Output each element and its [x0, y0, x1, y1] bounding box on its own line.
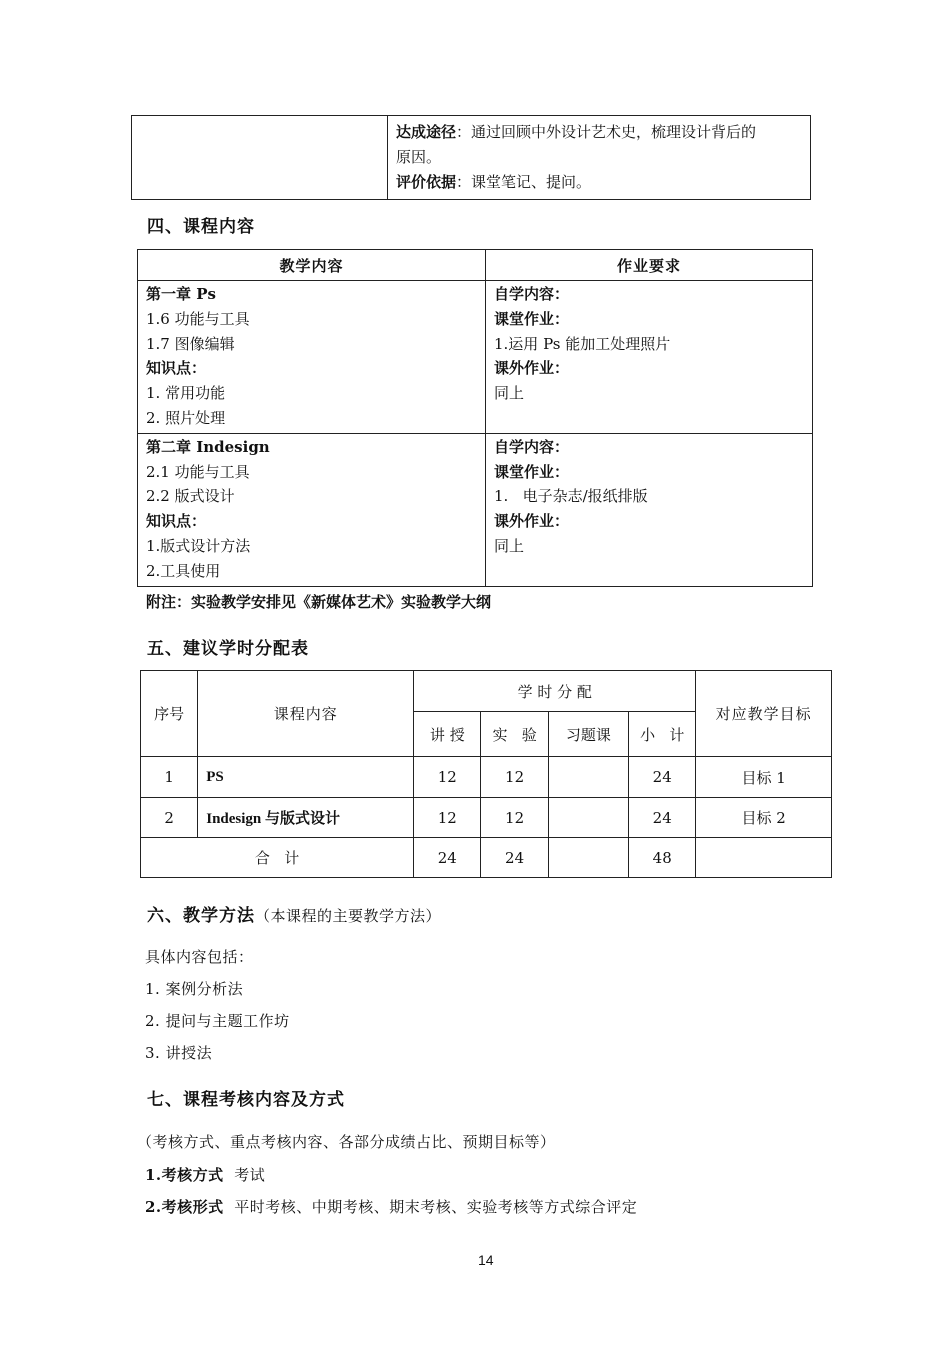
- header-course-content: 课程内容: [198, 671, 414, 757]
- header-seq: 序号: [141, 671, 198, 757]
- section4-heading: 四、课程内容: [147, 217, 255, 237]
- list-item: 1. 案例分析法: [145, 980, 244, 998]
- table-row: [138, 433, 813, 586]
- table-row: 2 Indesign 与版式设计 12 12 24 目标 2: [141, 798, 832, 838]
- header-lecture: 讲 授: [414, 712, 481, 757]
- evaluation-basis-line: 评价依据：课堂笔记、提问。: [396, 173, 592, 191]
- header-subtotal: 小 计: [629, 712, 696, 757]
- achievement-path-line-cont: 原因。: [396, 148, 442, 166]
- table-row: 1 PS 12 12 24 目标 1: [141, 757, 832, 798]
- section7-heading: 七、课程考核内容及方式: [147, 1090, 345, 1110]
- section7-note: （考核方式、重点考核内容、各部分成绩占比、预期目标等）: [137, 1133, 556, 1151]
- chapter2-content-cell: 第二章 Indesign 2.1 功能与工具 2.2 版式设计 知识点： 1.版式设计方法 2.工具使用: [138, 433, 486, 586]
- total-row: 合 计 24 24 48: [141, 838, 832, 878]
- header-hours: 学 时 分 配: [414, 671, 696, 712]
- header-lab: 实 验: [481, 712, 548, 757]
- achievement-cell: [388, 116, 811, 200]
- list-item: 3. 讲授法: [145, 1044, 213, 1062]
- header-exercise: 习题课: [548, 712, 628, 757]
- section6-heading: 六、教学方法: [147, 906, 255, 926]
- hours-allocation-table: [140, 670, 832, 878]
- empty-cell: [132, 116, 388, 200]
- achievement-path-line: 达成途径：通过回顾中外设计艺术史，梳理设计背后的: [396, 123, 757, 141]
- assessment-table: [131, 115, 811, 200]
- course-content-table: [137, 249, 813, 587]
- total-label: 合 计: [141, 838, 414, 878]
- chapter1-homework-cell: 自学内容： 课堂作业： 1.运用 Ps 能加工处理照片 课外作业： 同上: [486, 281, 813, 434]
- table-row: [138, 281, 813, 434]
- section6-heading-note: （本课程的主要教学方法）: [255, 907, 442, 925]
- experiment-note: 附注：实验教学安排见《新媒体艺术》实验教学大纲: [146, 593, 492, 611]
- page-number: 14: [478, 1252, 494, 1268]
- header-teaching-content: 教学内容: [138, 250, 486, 281]
- assessment-method-line: 1.考核方式 考试: [145, 1166, 266, 1184]
- section5-heading: 五、建议学时分配表: [147, 639, 309, 659]
- chapter1-content-cell: 第一章 Ps 1.6 功能与工具 1.7 图像编辑 知识点： 1. 常用功能 2. 照片处理: [138, 281, 486, 434]
- header-target: 对应教学目标: [696, 671, 832, 757]
- header-homework: 作业要求: [486, 250, 813, 281]
- section6-heading-line: [147, 901, 441, 926]
- chapter2-homework-cell: 自学内容： 课堂作业： 1. 电子杂志/报纸排版 课外作业： 同上: [486, 433, 813, 586]
- list-item: 2. 提问与主题工作坊: [145, 1012, 290, 1030]
- section6-intro: 具体内容包括：: [145, 948, 254, 966]
- assessment-form-line: 2.考核形式 平时考核、中期考核、期末考核、实验考核等方式综合评定: [145, 1198, 638, 1216]
